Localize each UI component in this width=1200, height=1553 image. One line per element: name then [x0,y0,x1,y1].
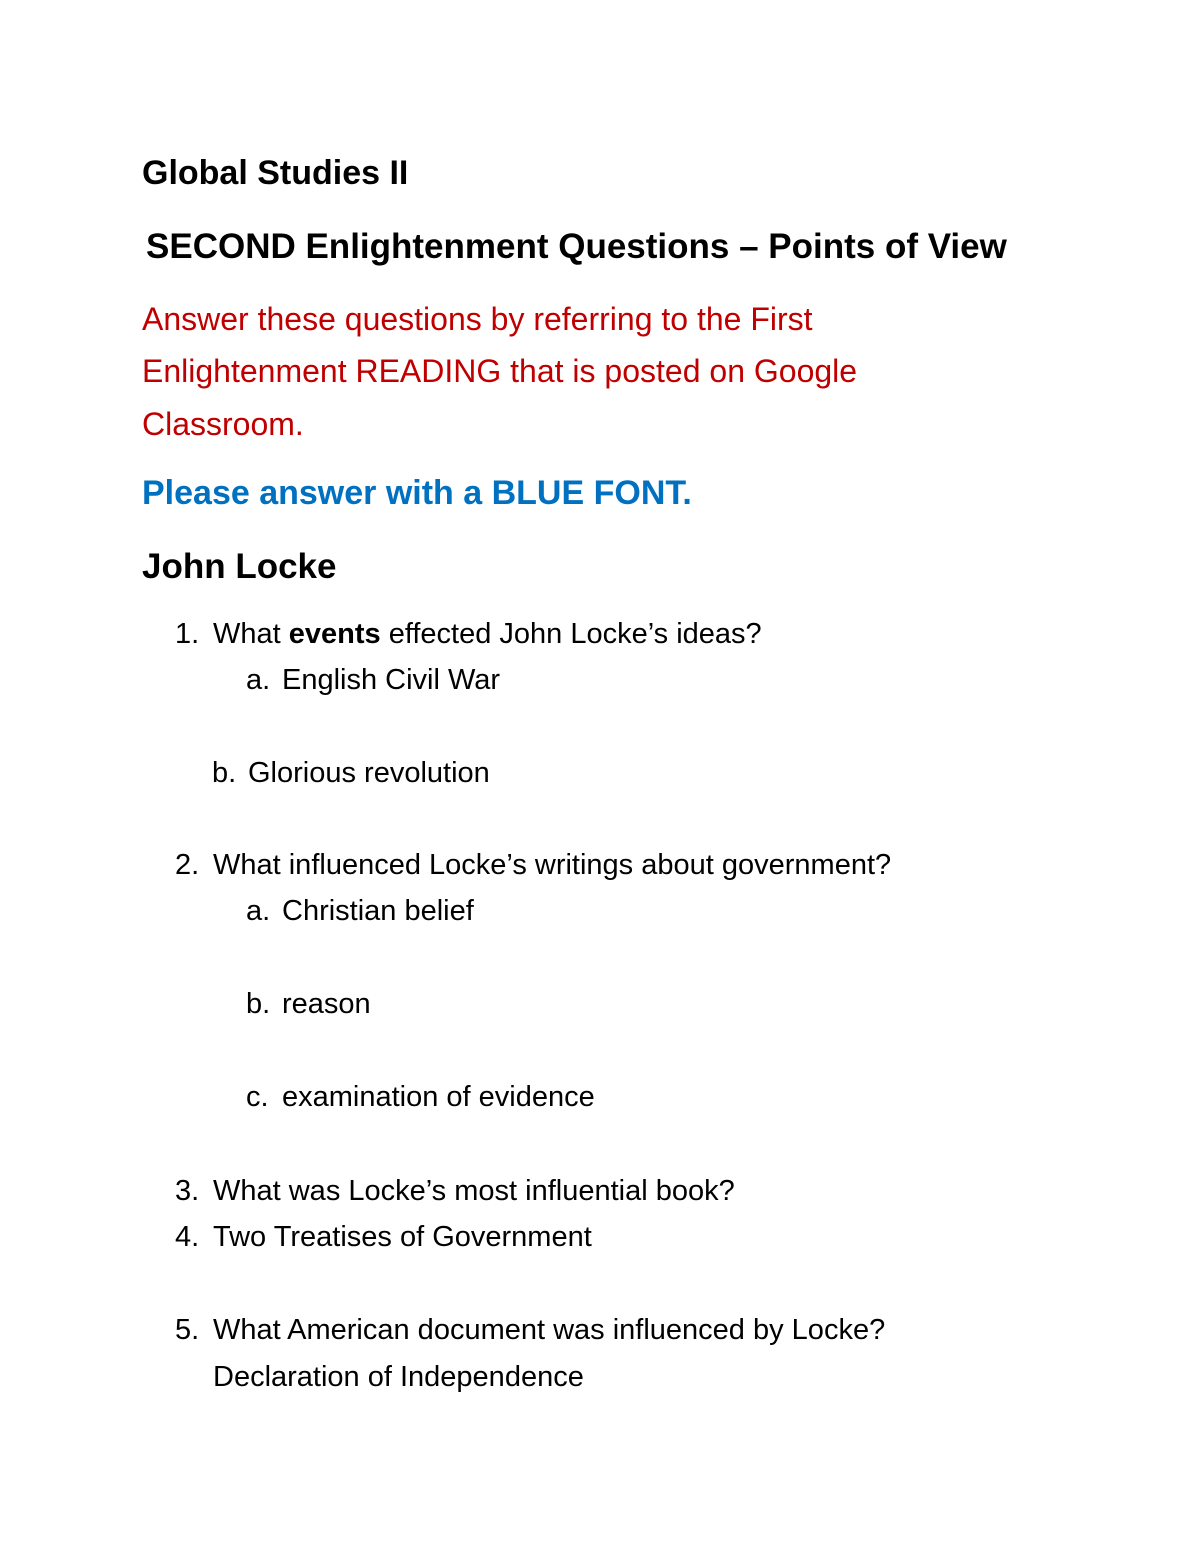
question-1-text-bold: events [288,618,381,650]
question-2 [175,851,891,880]
answer-1a [246,666,500,695]
answer-2b [246,990,371,1019]
answer-letter: c. [246,1081,269,1113]
answer-2c [246,1083,595,1112]
section-heading: John Locke [142,547,337,586]
answer-text: English Civil War [282,664,501,696]
question-3-text: What was Locke’s most influential book? [213,1175,735,1207]
instructions-line-2: Enlightenment READING that is posted on Google [142,353,858,389]
answer-letter: a. [246,895,271,927]
question-2-text: What influenced Locke’s writings about government? [213,849,892,881]
answer-text: Glorious revolution [248,757,490,789]
answer-letter: b. [212,757,237,789]
question-5 [175,1316,885,1345]
answer-5: Declaration of Independence [213,1361,584,1393]
document-title: SECOND Enlightenment Questions – Points of View [146,227,1007,266]
question-1-text-post: effected John Locke’s ideas? [380,618,762,650]
question-number: 5. [175,1314,200,1346]
question-number: 1. [175,618,200,650]
answer-letter: b. [246,988,271,1020]
instructions-line-3: Classroom. [142,406,304,442]
question-3 [175,1177,735,1206]
question-1-text-pre: What [213,618,289,650]
answer-letter: a. [246,664,271,696]
answer-2a [246,897,474,926]
question-number: 3. [175,1175,200,1207]
answer-text: examination of evidence [282,1081,595,1113]
question-1 [175,620,762,649]
question-5-text: What American document was influenced by Locke? [213,1314,886,1346]
answer-text: reason [282,988,371,1020]
question-number: 2. [175,849,200,881]
question-4-text: Two Treatises of Government [213,1221,592,1253]
instructions-line-1: Answer these questions by referring to the First [142,301,813,337]
answer-text: Christian belief [282,895,474,927]
question-4 [175,1223,592,1252]
blue-font-note: Please answer with a BLUE FONT. [142,474,692,512]
course-title: Global Studies II [142,154,409,192]
question-number: 4. [175,1221,200,1253]
answer-1b [212,759,490,788]
